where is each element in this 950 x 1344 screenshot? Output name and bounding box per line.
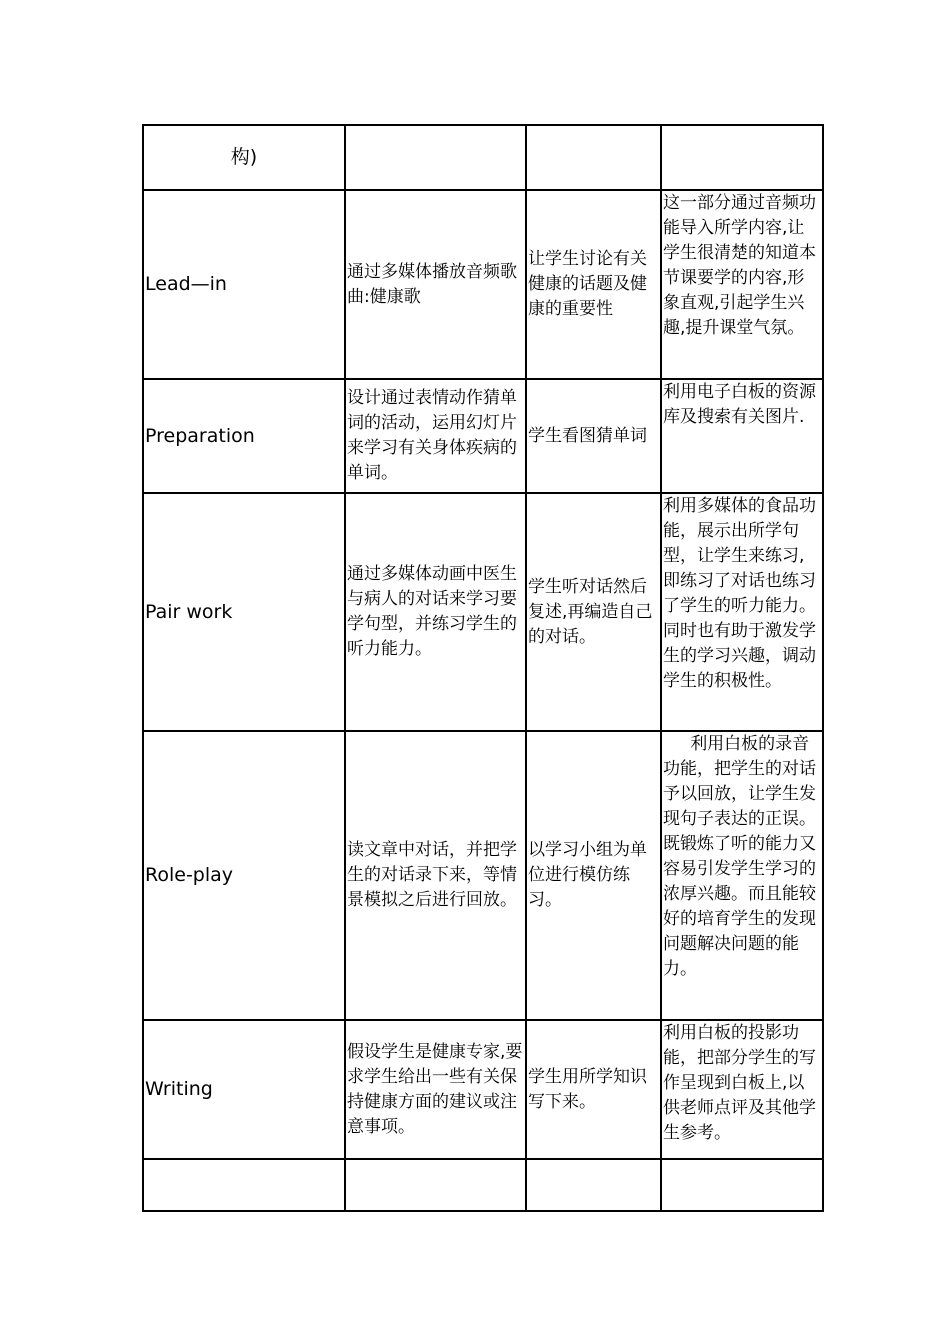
teacher-activity-cell: 通过多媒体动画中医生与病人的对话来学习要学句型，并练习学生的听力能力。 <box>345 493 526 731</box>
purpose-cell: 利用白板的录音功能，把学生的对话予以回放，让学生发现句子表达的正误。既锻炼了听的能力又容易引发学生学习的浓厚兴趣。而且能较好的培育学生的发现问题解决问题的能力。 <box>661 731 823 1020</box>
teacher-activity-cell: 读文章中对话，并把学生的对话录下来，等情景模拟之后进行回放。 <box>345 731 526 1020</box>
purpose-cell: 利用电子白板的资源库及搜索有关图片. <box>661 379 823 493</box>
student-activity-cell: 学生用所学知识写下来。 <box>526 1020 661 1159</box>
lesson-plan-table <box>142 124 824 1212</box>
stage-cell: Lead—in <box>143 190 345 379</box>
table-row <box>143 731 823 1020</box>
table-row <box>143 190 823 379</box>
stage-cell: Writing <box>143 1020 345 1159</box>
teacher-activity-cell: 通过多媒体播放音频歌曲:健康歌 <box>345 190 526 379</box>
purpose-cell <box>661 125 823 190</box>
student-activity-cell <box>526 1159 661 1211</box>
table-row <box>143 493 823 731</box>
purpose-cell <box>661 1159 823 1211</box>
stage-cell: Role-play <box>143 731 345 1020</box>
teacher-activity-cell <box>345 125 526 190</box>
student-activity-cell: 学生听对话然后复述,再编造自己的对话。 <box>526 493 661 731</box>
table-row <box>143 125 823 190</box>
student-activity-cell: 让学生讨论有关健康的话题及健康的重要性 <box>526 190 661 379</box>
teacher-activity-cell: 设计通过表情动作猜单词的活动，运用幻灯片来学习有关身体疾病的单词。 <box>345 379 526 493</box>
table-row <box>143 1159 823 1211</box>
stage-cell <box>143 1159 345 1211</box>
purpose-cell: 这一部分通过音频功能导入所学内容,让学生很清楚的知道本节课要学的内容,形象直观,引起学生兴趣,提升课堂气氛。 <box>661 190 823 379</box>
stage-cell: Preparation <box>143 379 345 493</box>
table-row <box>143 1020 823 1159</box>
teacher-activity-cell: 假设学生是健康专家,要求学生给出一些有关保持健康方面的建议或注意事项。 <box>345 1020 526 1159</box>
student-activity-cell: 学生看图猜单词 <box>526 379 661 493</box>
teacher-activity-cell <box>345 1159 526 1211</box>
stage-cell: 构) <box>143 125 345 190</box>
student-activity-cell: 以学习小组为单位进行模仿练习。 <box>526 731 661 1020</box>
purpose-cell: 利用多媒体的食品功能，展示出所学句型，让学生来练习,即练习了对话也练习了学生的听力能力。同时也有助于激发学生的学习兴趣，调动学生的积极性。 <box>661 493 823 731</box>
table-row <box>143 379 823 493</box>
student-activity-cell <box>526 125 661 190</box>
purpose-cell: 利用白板的投影功能，把部分学生的写作呈现到白板上,以供老师点评及其他学生参考。 <box>661 1020 823 1159</box>
stage-cell: Pair work <box>143 493 345 731</box>
